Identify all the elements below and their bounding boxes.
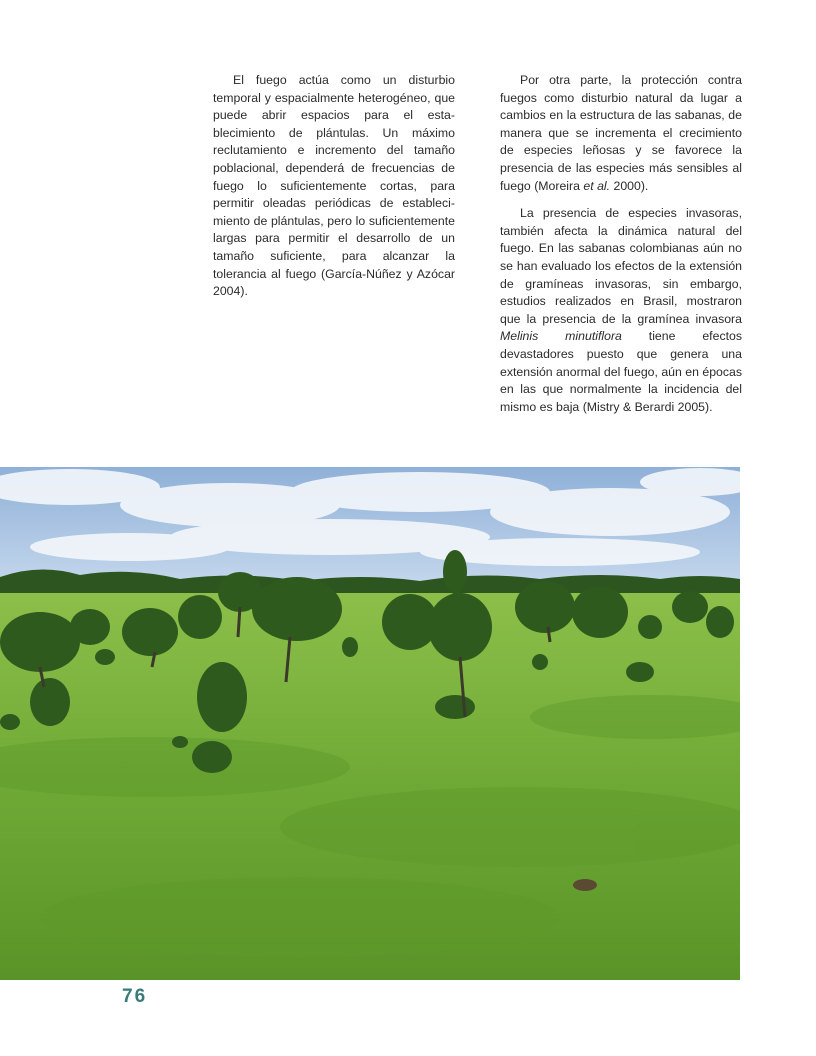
page-number: 76: [122, 986, 148, 1007]
italic-text: et al.: [583, 178, 611, 193]
right-text-column: [500, 72, 742, 426]
termite-mound: [573, 879, 597, 891]
paragraph-fire-protection: [500, 72, 742, 195]
species-name: Melinis minutiflora: [500, 329, 622, 344]
savanna-photo: [0, 467, 740, 980]
paragraph-text: tiene efectos devastadores puesto que genera una extensión anormal del fuego, aún en épocas en las que normalmente la incidencia del mismo es baja (Mistry & Berardi 2005).: [500, 329, 743, 414]
paragraph-text: La presencia de especies invasoras, también afecta la dinámica natural del fuego. En las sabanas colombianas aún no se han evaluado los efectos de la extensión de gramíneas invasoras, sin embargo, estudios realizados en Brasil, mostraron que la presencia de la gramínea invasora: [500, 206, 742, 326]
paragraph-invasive-species: [500, 205, 742, 416]
paragraph-text: 2000).: [610, 178, 649, 193]
left-text-column: [213, 72, 455, 311]
paragraph-fire-disturbance: El fuego actúa como un disturbio temporal y espacialmente heterogéneo, que puede abrir espacios para el establecimiento de plántulas. Un máximo reclutamiento e incremento del tamaño poblacional, dependerá de frecuencias de fuego lo suficientemente cortas, para permitir oleadas periódicas de establecimiento de plántulas, pero lo suficientemente largas para permitir el desarrollo de un tamaño suficiente, para alcanzar la tolerancia al fuego (García-Núñez y Azócar 2004).: [213, 73, 455, 299]
paragraph-text: Por otra parte, la protección contra fuegos como disturbio natural da lugar a cambios en la estructura de las sabanas, de manera que se incrementa el crecimiento de especies leñosas y se favorece la presencia de las especies más sensibles al fuego (Moreira: [500, 73, 742, 193]
